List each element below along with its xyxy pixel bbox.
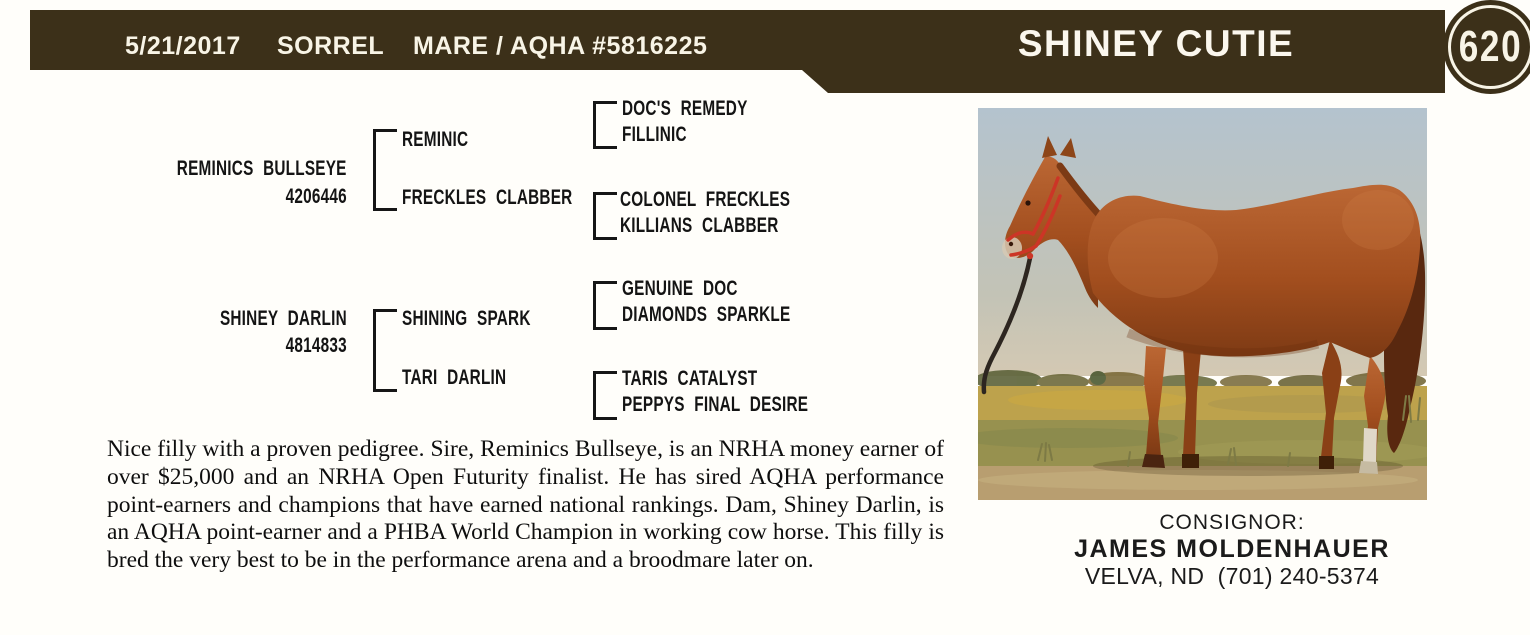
pedigree-sire-dam-dam: KILLIANS CLABBER: [620, 214, 779, 237]
pedigree-dam-sire: SHINING SPARK: [402, 307, 531, 330]
hip-number: 620: [1458, 22, 1523, 71]
pedigree-sire-sire-sire: DOC'S REMEDY: [622, 97, 748, 120]
pedigree-dam-name: SHINEY DARLIN: [220, 307, 347, 330]
pedigree-bracket: [593, 101, 617, 149]
pedigree-bracket: [593, 192, 617, 240]
pedigree-sire-sire-dam: FILLINIC: [622, 123, 687, 146]
horse-color: SORREL: [277, 32, 385, 60]
pedigree-bracket: [373, 309, 397, 392]
pedigree-bracket: [373, 129, 397, 211]
horse-photo: [978, 108, 1427, 500]
pedigree-bracket: [593, 371, 617, 420]
sex-registration: MARE / AQHA #5816225: [413, 32, 708, 60]
page-title: SHINEY CUTIE: [1017, 23, 1295, 64]
consignor-label: CONSIGNOR:: [1159, 511, 1305, 534]
description-paragraph: Nice filly with a proven pedigree. Sire, Reminics Bullseye, is an NRHA money earner of over $25,000 and an NRHA Open Futurity finalist. He has sired AQHA performance point-earners and champions that have earned national rankings. Dam, Shiney Darlin, is an AQHA point-earner and a PHBA World Champion in working cow horse. This filly is bred the very best to be in the performance arena and a broodmare later on.: [107, 436, 944, 574]
pedigree-dam-dam-sire: TARIS CATALYST: [622, 367, 758, 390]
pedigree-sire-name: REMINICS BULLSEYE: [177, 157, 347, 180]
pedigree-dam-dam-dam: PEPPYS FINAL DESIRE: [622, 393, 809, 416]
pedigree-sire-sire: REMINIC: [402, 128, 469, 151]
consignor-location-phone: VELVA, ND (701) 240-5374: [1084, 563, 1380, 589]
pedigree-dam-sire-dam: DIAMONDS SPARKLE: [622, 303, 791, 326]
horse-photo-art: [978, 108, 1427, 500]
pedigree-dam-sire-sire: GENUINE DOC: [622, 277, 738, 300]
pedigree-sire-reg: 4206446: [285, 185, 347, 208]
pedigree-dam-dam: TARI DARLIN: [402, 366, 507, 389]
consignor-name: JAMES MOLDENHAUER: [1074, 535, 1390, 563]
pedigree-sire-dam: FRECKLES CLABBER: [402, 186, 573, 209]
hip-number-badge: [1443, 0, 1530, 94]
pedigree-dam-reg: 4814833: [285, 334, 347, 357]
pedigree-sire-dam-sire: COLONEL FRECKLES: [620, 188, 791, 211]
pedigree-bracket: [593, 281, 617, 330]
foal-date: 5/21/2017: [125, 32, 241, 60]
